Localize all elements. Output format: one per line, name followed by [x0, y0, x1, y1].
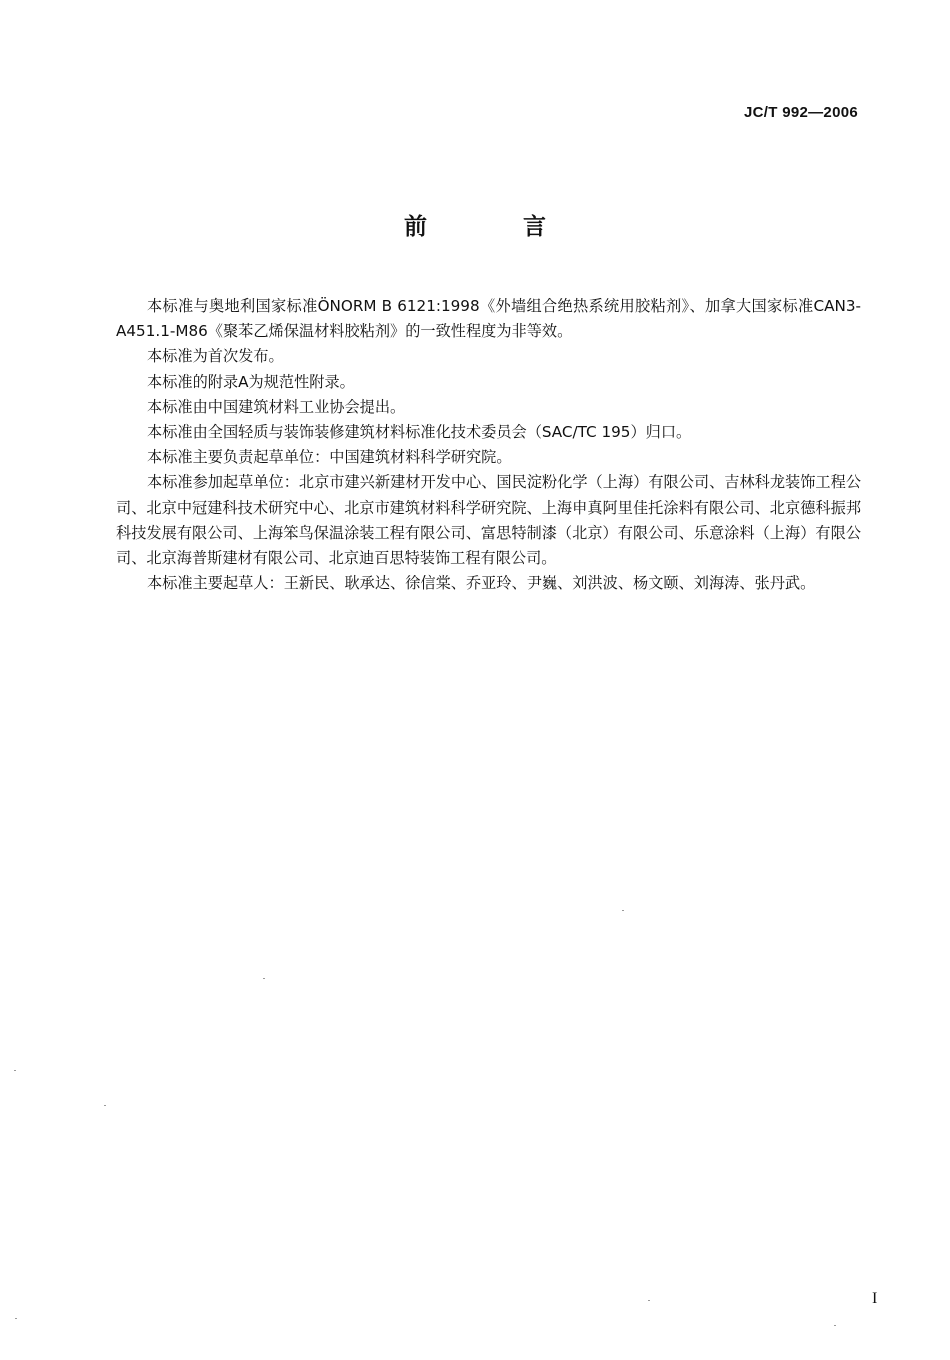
standard-code: JC/T 992—2006 [744, 104, 858, 121]
paragraph-consistency: 本标准与奥地利国家标准ÖNORM B 6121:1998《外墙组合绝热系统用胶粘剂》、加拿大国家标准CAN3-A451.1-M86《聚苯乙烯保温材料胶粘剂》的一致性程度为非等效。 [116, 297, 861, 341]
paragraph-main-drafter-unit: 本标准主要负责起草单位：中国建筑材料科学研究院。 [147, 448, 512, 467]
paragraph-committee: 本标准由全国轻质与装饰装修建筑材料标准化技术委员会（SAC/TC 195）归口。 [147, 423, 692, 442]
paragraph-appendix: 本标准的附录A为规范性附录。 [147, 372, 355, 391]
scan-speck [14, 1070, 16, 1071]
scan-speck [648, 1300, 650, 1301]
page-title: 前 言 [403, 214, 590, 240]
paragraph-proposer: 本标准由中国建筑材料工业协会提出。 [147, 397, 406, 416]
scan-speck [263, 978, 265, 979]
paragraph-first-release: 本标准为首次发布。 [147, 347, 284, 366]
scan-speck [104, 1105, 106, 1106]
page-number: I [872, 1290, 878, 1307]
paragraph-participating-units: 本标准参加起草单位：北京市建兴新建材开发中心、国民淀粉化学（上海）有限公司、吉林科龙装饰工程公司、北京中冠建科技术研究中心、北京市建筑材料科学研究院、上海申真阿里佳托涂料有限公司、北京德科振邦科技发展有限公司、上海笨鸟保温涂装工程有限公司、富思特制漆（北京）有限公司、乐意涂料（上海）有限公司、北京海普斯建材有限公司、北京迪百思特装饰工程有限公司。 [116, 473, 861, 568]
scan-speck [622, 910, 624, 911]
scan-speck [834, 1325, 836, 1326]
foreword-body [116, 294, 861, 596]
paragraph-main-drafters: 本标准主要起草人：王新民、耿承达、徐信棠、乔亚玲、尹巍、刘洪波、杨文颐、刘海涛、张丹武。 [147, 574, 816, 593]
scan-speck [15, 1318, 17, 1319]
